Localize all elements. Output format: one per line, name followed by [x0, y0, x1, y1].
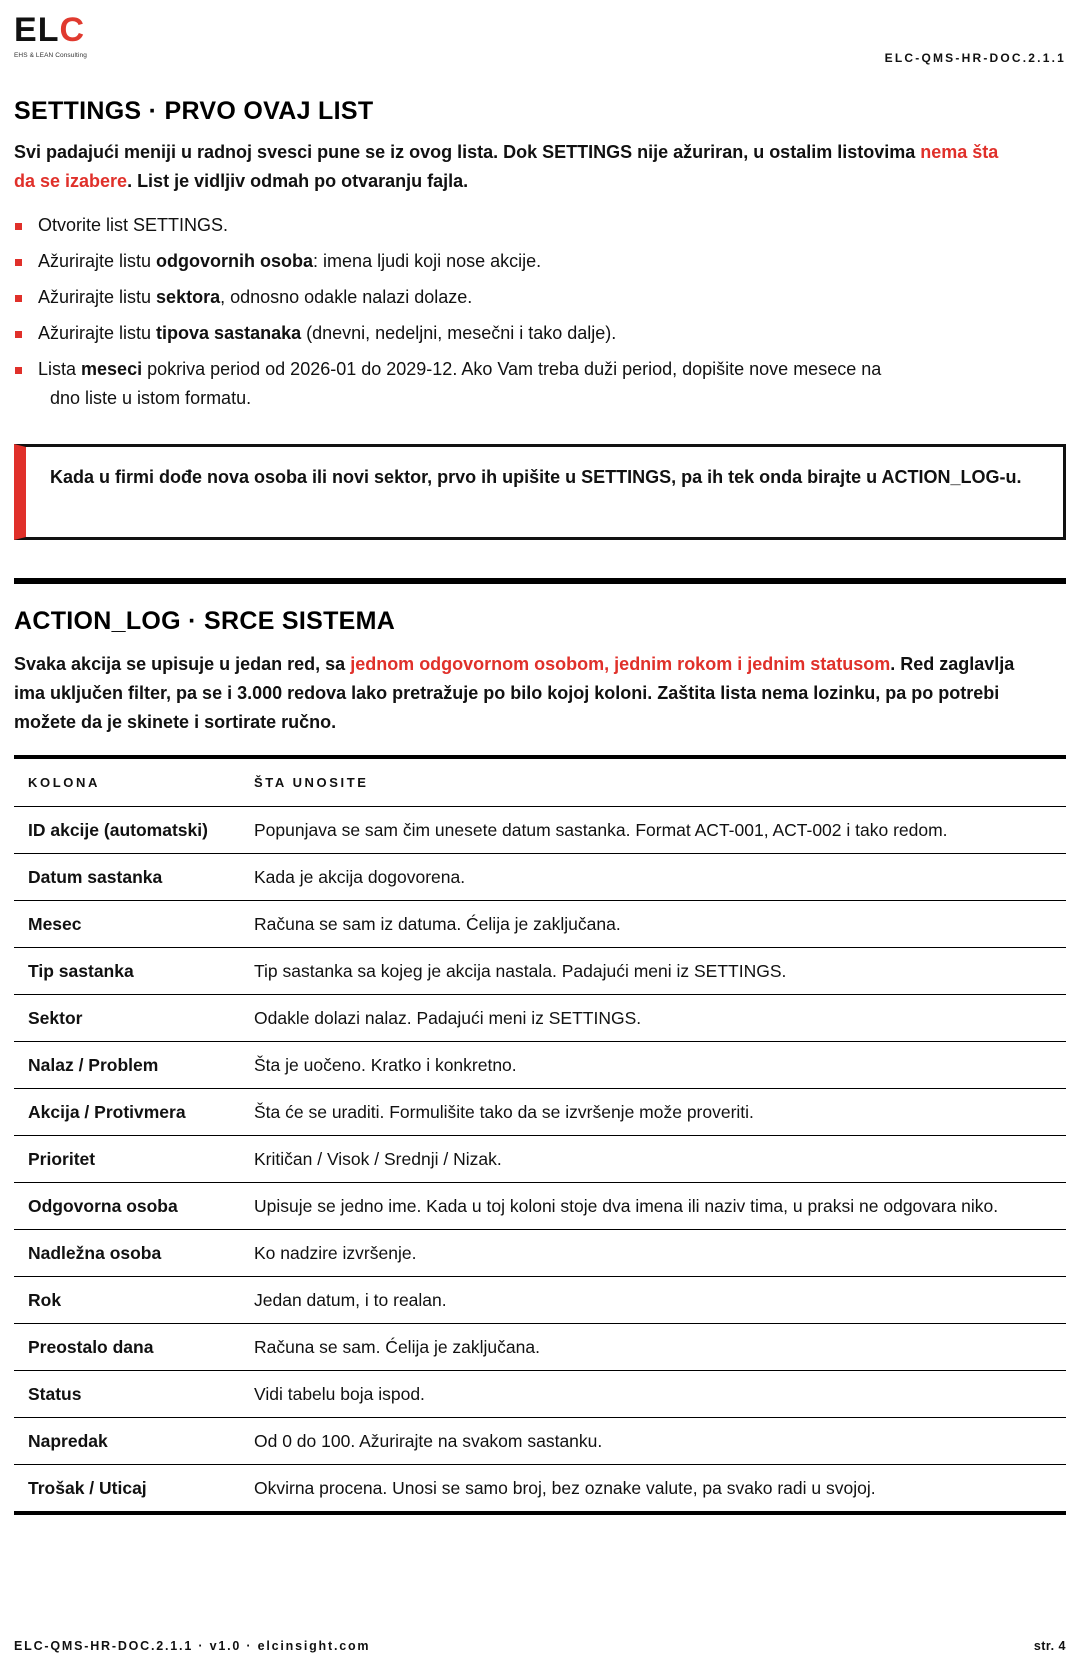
bullet-square-icon	[15, 295, 22, 302]
table-row	[14, 948, 1066, 995]
column-description-cell: Šta je uočeno. Kratko i konkretno.	[240, 1042, 1066, 1089]
settings-intro-highlight: nema šta da se izabere	[14, 142, 999, 191]
table-row	[14, 1230, 1066, 1277]
table-row	[14, 1089, 1066, 1136]
action-log-intro	[14, 650, 1024, 737]
settings-step-item: Ažurirajte listu odgovornih osoba: imena ljudi koji nose akcije.	[14, 247, 1066, 276]
section-divider	[14, 578, 1066, 584]
document-code: ELC-QMS-HR-DOC.2.1.1	[884, 51, 1066, 65]
column-name-cell: Akcija / Protivmera	[14, 1089, 240, 1136]
column-description-cell: Računa se sam iz datuma. Ćelija je zaključana.	[240, 901, 1066, 948]
settings-section-title: SETTINGS · PRVO OVAJ LIST	[14, 97, 374, 125]
action-log-section-title: ACTION_LOG · SRCE SISTEMA	[14, 607, 396, 635]
column-name-cell: Trošak / Uticaj	[28, 1478, 147, 1498]
settings-intro-text-end: . List je vidljiv odmah po otvaranju fajla.	[127, 171, 469, 191]
table-row	[14, 995, 1066, 1042]
column-description-cell: Odakle dolazi nalaz. Padajući meni iz SETTINGS.	[240, 995, 1066, 1042]
column-name-cell: Napredak	[14, 1418, 240, 1465]
table-row	[14, 1042, 1066, 1089]
column-name-cell: Datum sastanka	[14, 854, 240, 901]
column-description-cell: Kritičan / Visok / Srednji / Nizak.	[240, 1136, 1066, 1183]
columns-table	[14, 755, 1066, 1515]
settings-callout: Kada u firmi dođe nova osoba ili novi sektor, prvo ih upišite u SETTINGS, pa ih tek onda birajte u ACTION_LOG-u.	[14, 444, 1066, 540]
settings-step-item: Otvorite list SETTINGS.	[14, 211, 1066, 240]
column-name-cell: Preostalo dana	[14, 1324, 240, 1371]
page-number: str. 4	[1033, 1639, 1066, 1653]
settings-step-item: Ažurirajte listu tipova sastanaka (dnevni, nedeljni, mesečni i tako dalje).	[14, 319, 1066, 348]
column-header-kolona: KOLONA	[14, 757, 240, 807]
settings-step-item: Ažurirajte listu sektora, odnosno odakle nalazi dolaze.	[14, 283, 1066, 312]
bullet-square-icon	[15, 223, 22, 230]
column-name-cell: Sektor	[14, 995, 240, 1042]
logo-mark: ELC	[14, 11, 86, 49]
column-name-cell: Rok	[14, 1277, 240, 1324]
settings-steps-list	[14, 211, 1066, 420]
column-name-cell: Mesec	[14, 901, 240, 948]
table-row	[14, 807, 1066, 854]
document-page	[14, 0, 1066, 1666]
table-row	[14, 1136, 1066, 1183]
column-description-cell: Vidi tabelu boja ispod.	[240, 1371, 1066, 1418]
column-description-cell: Tip sastanka sa kojeg je akcija nastala. Padajući meni iz SETTINGS.	[240, 948, 1066, 995]
column-header-sta-unosite: ŠTA UNOSITE	[240, 757, 1066, 807]
page-header	[14, 0, 1066, 82]
table-row	[14, 901, 1066, 948]
column-name-cell: ID akcije (automatski)	[14, 807, 240, 854]
settings-intro	[14, 138, 1014, 196]
page-footer	[14, 1639, 1066, 1653]
logo-subtitle: EHS & LEAN Consulting	[14, 52, 87, 59]
footer-doc-info: ELC-QMS-HR-DOC.2.1.1 · v1.0 · elcinsight.com	[14, 1639, 371, 1653]
action-log-intro-text: Svaka akcija se upisuje u jedan red, sa	[14, 654, 351, 674]
table-row	[14, 1324, 1066, 1371]
table-row	[14, 1277, 1066, 1324]
column-description-cell: Računa se sam. Ćelija je zaključana.	[240, 1324, 1066, 1371]
column-name-cell: Status	[14, 1371, 240, 1418]
table-row	[14, 1418, 1066, 1465]
table-row	[14, 854, 1066, 901]
column-name-cell: Nadležna osoba	[14, 1230, 240, 1277]
column-description-cell: Upisuje se jedno ime. Kada u toj koloni stoje dva imena ili naziv tima, u praksi ne odgovara niko.	[240, 1183, 1066, 1230]
column-description-cell: Ko nadzire izvršenje.	[240, 1230, 1066, 1277]
column-name-cell: Prioritet	[14, 1136, 240, 1183]
settings-step-item: Lista meseci pokriva period od 2026-01 do 2029-12. Ako Vam treba duži period, dopišite nove mesece na dno liste u istom formatu.	[14, 355, 1066, 413]
action-log-intro-highlight: jednom odgovornom osobom, jednim rokom i jednim statusom	[350, 654, 891, 674]
elc-logo	[14, 12, 94, 62]
column-description-cell: Okvirna procena. Unosi se samo broj, bez oznake valute, pa svako radi u svojoj.	[254, 1478, 876, 1498]
table-row	[14, 1465, 1066, 1514]
table-body	[14, 807, 1066, 1514]
bullet-square-icon	[15, 331, 22, 338]
column-name-cell: Nalaz / Problem	[14, 1042, 240, 1089]
column-name-cell: Odgovorna osoba	[14, 1183, 240, 1230]
bullet-square-icon	[15, 367, 22, 374]
column-description-cell: Od 0 do 100. Ažurirajte na svakom sastanku.	[240, 1418, 1066, 1465]
table-header-row	[14, 757, 1066, 807]
column-description-cell: Popunjava se sam čim unesete datum sastanka. Format ACT-001, ACT-002 i tako redom.	[240, 807, 1066, 854]
action-log-intro-text-end: . Red zaglavlja ima uključen filter, pa se i 3.000 redova lako pretražuje po bilo kojoj koloni. Zaštita lista nema lozinku, pa po potrebi možete da je skinete i sortirate ručno.	[14, 654, 1015, 732]
bullet-square-icon	[15, 259, 22, 266]
column-name-cell: Tip sastanka	[14, 948, 240, 995]
settings-intro-text: Svi padajući meniji u radnoj svesci pune se iz ovog lista. Dok SETTINGS nije ažuriran, u ostalim listovima	[14, 142, 921, 162]
column-description-cell: Jedan datum, i to realan.	[240, 1277, 1066, 1324]
table-row	[14, 1371, 1066, 1418]
column-description-cell: Kada je akcija dogovorena.	[240, 854, 1066, 901]
table-row	[14, 1183, 1066, 1230]
column-description-cell: Šta će se uraditi. Formulišite tako da se izvršenje može proveriti.	[240, 1089, 1066, 1136]
